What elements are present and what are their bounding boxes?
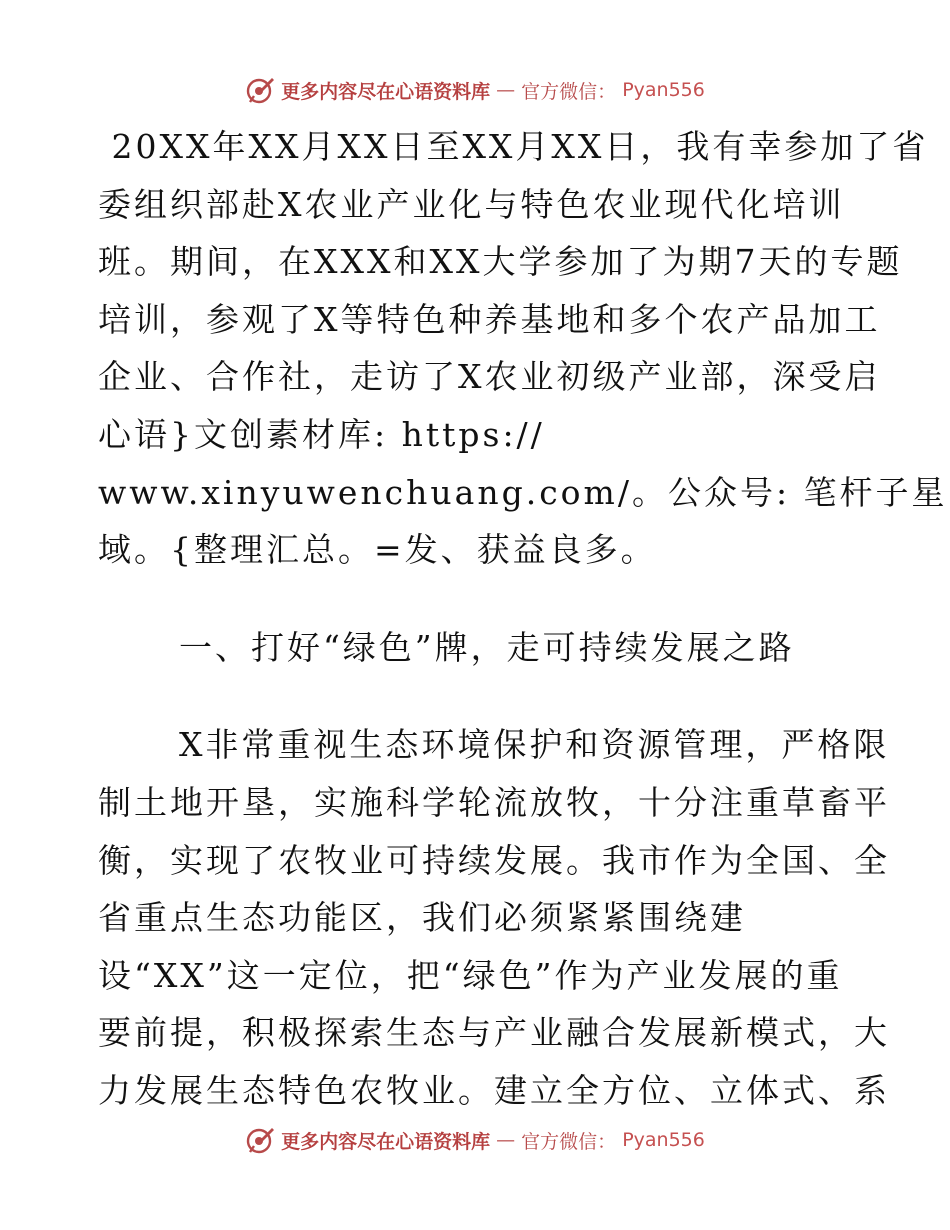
pen-logo-icon xyxy=(245,1125,275,1155)
paragraph-gap xyxy=(98,676,858,716)
paragraph2-line: 衡，实现了农牧业可持续发展。我市作为全国、全 xyxy=(98,840,890,880)
paragraph2-line: 设“XX”这一定位，把“绿色”作为产业发展的重 xyxy=(98,955,843,995)
header-banner-wechat-id: Pyan556 xyxy=(622,79,705,101)
header-banner xyxy=(0,72,950,108)
paragraph1-line: 20XX年XX月XX日至XX月XX日，我有幸参加了省 xyxy=(98,127,929,166)
footer-banner xyxy=(0,1122,950,1158)
paragraph-gap xyxy=(98,579,858,619)
paragraph2-line: 力发展生态特色农牧业。建立全方位、立体式、系 xyxy=(98,1070,890,1110)
footer-banner-wechat-id: Pyan556 xyxy=(622,1129,705,1151)
header-banner-content xyxy=(245,75,705,105)
footer-banner-wechat-label: 官方微信： xyxy=(521,1130,617,1153)
paragraph1-line: 心语}文创素材库: https:// xyxy=(98,414,545,454)
document-body xyxy=(98,118,948,1120)
paragraph1-line: 委组织部赴X农业产业化与特色农业现代化培训 xyxy=(98,184,845,224)
footer-banner-main-text: 更多内容尽在心语资料库 xyxy=(281,1130,491,1153)
paragraph2-line: X非常重视生态环境保护和资源管理，严格限 xyxy=(98,725,890,765)
paragraph2-line: 省重点生态功能区，我们必须紧紧围绕建 xyxy=(98,898,746,938)
paragraph2-line: 要前提，积极探索生态与产业融合发展新模式，大 xyxy=(98,1013,890,1053)
footer-banner-content xyxy=(245,1125,705,1155)
paragraph1-line: 培训，参观了X等特色种养基地和多个农产品加工 xyxy=(98,299,881,339)
pen-logo-icon xyxy=(245,75,275,105)
section-heading: 一、打好“绿色”牌，走可持续发展之路 xyxy=(98,627,795,667)
paragraph1-line: 域。{整理汇总。=发、获益良多。 xyxy=(98,530,657,570)
header-banner-main-text: 更多内容尽在心语资料库 xyxy=(281,80,491,103)
header-banner-separator: — xyxy=(496,79,516,101)
paragraph1-line: 企业、合作社，走访了X农业初级产业部，深受启 xyxy=(98,357,881,397)
header-banner-wechat-label: 官方微信： xyxy=(521,80,617,103)
paragraph1-line: 班。期间，在XXX和XX大学参加了为期7天的专题 xyxy=(98,242,903,282)
paragraph1-line: www.xinyuwenchuang.com/。公众号: 笔杆子星 xyxy=(98,472,948,512)
paragraph2-line: 制土地开垦，实施科学轮流放牧，十分注重草畜平 xyxy=(98,782,890,822)
footer-banner-separator: — xyxy=(496,1129,516,1151)
